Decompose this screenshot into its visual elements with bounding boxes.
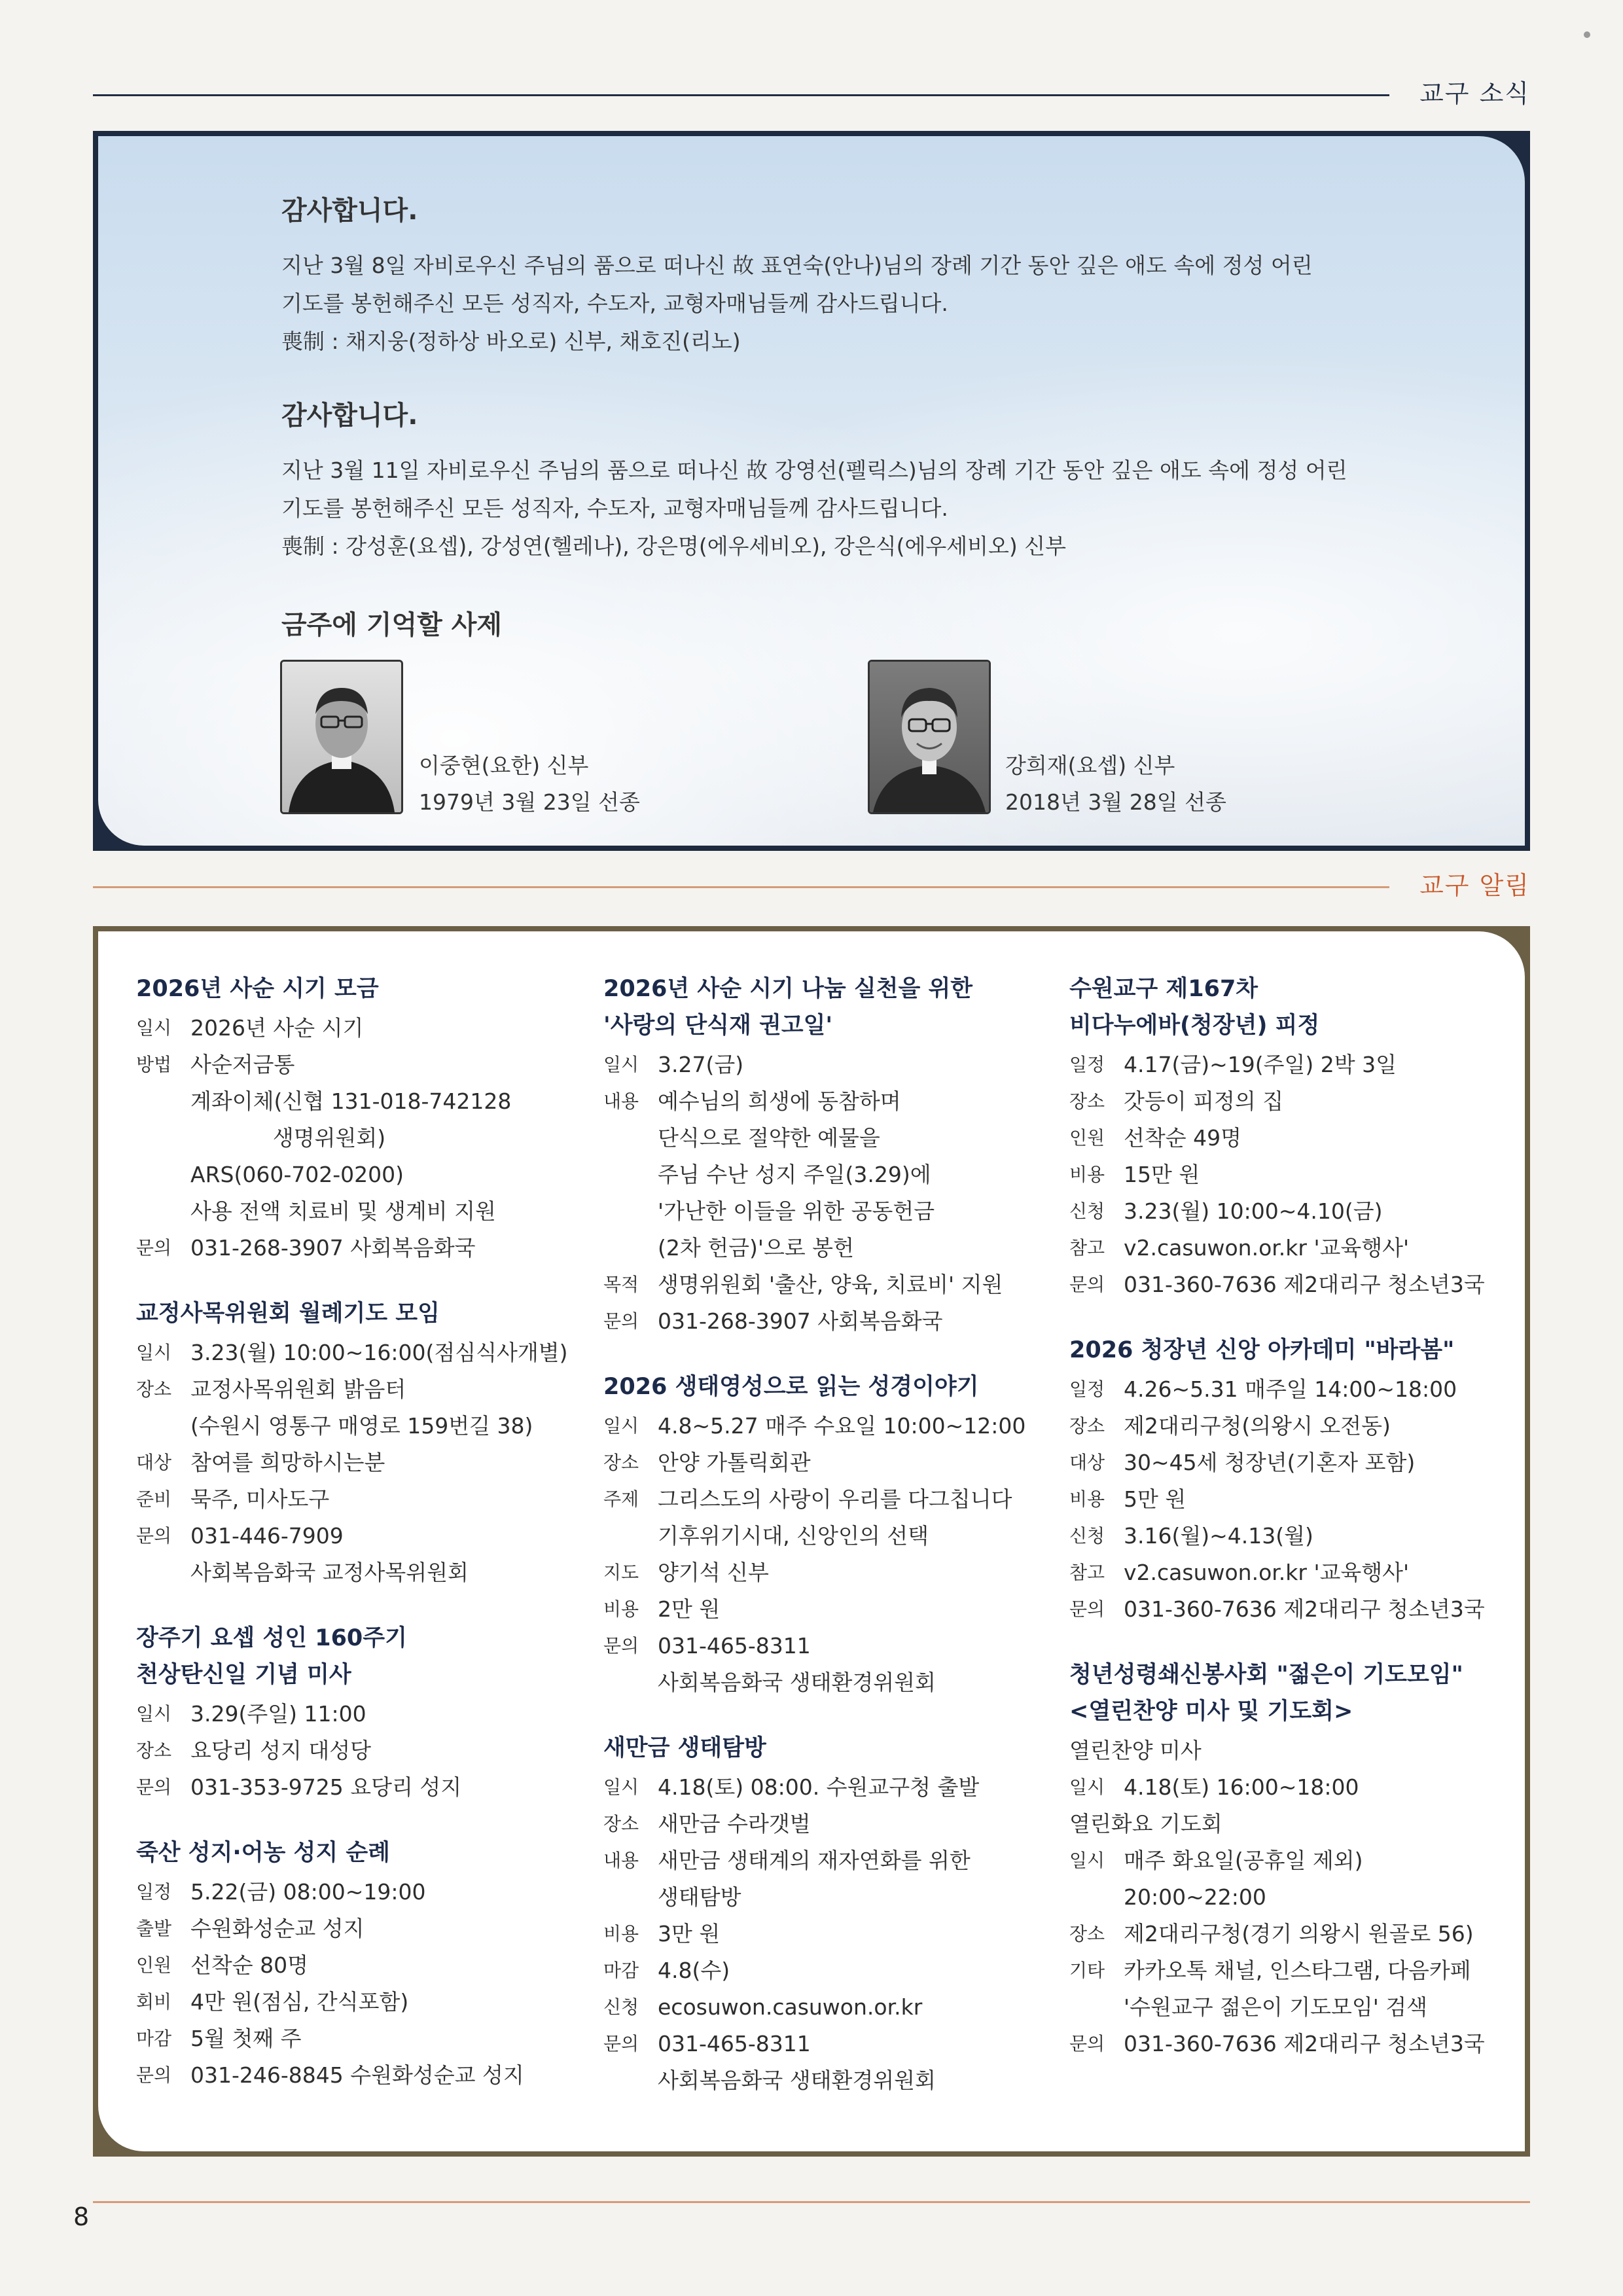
notice-row-key [1069,1989,1124,2026]
notice-row-key: 인원 [1069,1127,1105,1149]
notice-row-value: 031-353-9725 요당리 성지 [190,1774,462,1800]
notice-row-value: 생명위원회 '출산, 양육, 치료비' 지원 [658,1272,1003,1297]
notice-row-value: '가난한 이들을 위한 공동헌금 [658,1198,935,1224]
notice-row-value: 30~45세 청장년(기혼자 포함) [1124,1450,1416,1475]
notice-row-key: 준비 [136,1488,172,1510]
notice-row [1069,1554,1527,1591]
notice-row [603,1408,1061,1444]
priest-name: 강희재(요셉) 신부 [1005,753,1175,778]
notice-row [136,1984,594,2020]
notice-title-line: 청년성령쇄신봉사회 "젊은이 기도모임" [1069,1662,1463,1688]
notice-row [136,1444,594,1481]
notice-row [603,1083,1061,1120]
notice-row-key: 인원 [136,1954,172,1976]
notice-row-value: 참여를 희망하시는분 [190,1450,385,1475]
notice-row-key: 일정 [1069,1378,1105,1400]
notice-row [1069,1842,1527,1879]
notice-row-key: 내용 [603,1850,639,1871]
notice-row-value: 사순저금통 [190,1052,295,1077]
notice-row [1069,1952,1527,1989]
notice-title [1069,1657,1527,1730]
notice-row-key [603,1230,658,1266]
notice-row [603,1842,1061,1879]
notice-title-line: <열린찬양 미사 및 기도회> [1069,1698,1353,1725]
notice-title [1069,1332,1527,1369]
priest-name: 이중현(요한) 신부 [419,753,589,778]
notice-row [603,1518,1061,1554]
notice-row [1069,1157,1527,1193]
notice-row-value: 예수님의 희생에 동참하며 [658,1088,901,1114]
notice-block [136,1295,594,1591]
notice-row [1069,1916,1527,1952]
notice-row [136,1696,594,1732]
notice-row-value: 031-268-3907 사회복음화국 [190,1235,476,1261]
notice-row-key: 장소 [1069,1923,1105,1945]
section-label-notice: 교구 알림 [1419,871,1530,900]
notice-row-key: 신청 [1069,1200,1105,1222]
notice-row-value: 기후위기시대, 신앙인의 선택 [658,1523,929,1549]
notice-row-key [603,1879,658,1916]
notice-row-value: 매주 화요일(공휴일 제외) [1124,1848,1363,1873]
notice-row-value: ecosuwon.casuwon.or.kr [658,1994,923,2020]
notice-column [1069,971,1527,2091]
notice-column [603,971,1061,2128]
notice-row-value: 031-268-3907 사회복음화국 [658,1308,943,1334]
notice-row-key [603,1193,658,1230]
notice-title-line: 2026 청장년 신앙 아카데미 "바라봄" [1069,1337,1455,1363]
notice-row [136,2020,594,2057]
notice-row-value: ARS(060-702-0200) [190,1162,404,1187]
notice-row-value: 3.23(월) 10:00~16:00(점심식사개별) [190,1340,568,1365]
notice-row [603,1047,1061,1083]
notice-block [136,971,594,1266]
notice-row [136,1120,594,1157]
notice-row-key: 대상 [1069,1452,1105,1473]
notice-row-value: 15만 원 [1124,1162,1200,1187]
notice-row-key: 일시 [603,1776,639,1798]
notice-row-value: 2만 원 [658,1596,721,1622]
thanks-2-line: 기도를 봉헌해주신 모든 성직자, 수도자, 교형자매님들께 감사드립니다. [281,495,948,521]
notice-row [1069,1230,1527,1266]
notice-row-key: 문의 [603,1635,639,1657]
notice-row [136,1947,594,1984]
notice-row-value: 단식으로 절약한 예물을 [658,1125,880,1151]
notice-title [136,1835,594,1871]
notice-row-value: 5.22(금) 08:00~19:00 [190,1879,426,1905]
notice-row-key: 주제 [603,1488,639,1510]
notice-row-value: (수원시 영통구 매영로 159번길 38) [190,1413,533,1439]
notice-row [603,1806,1061,1842]
notice-row-value: 사회복음화국 교정사목위원회 [190,1560,469,1585]
notice-row [1069,1047,1527,1083]
notice-row [603,1916,1061,1952]
notice-row-key: 참고 [1069,1562,1105,1583]
notice-row [1069,1518,1527,1554]
notice-row-value: 4.8~5.27 매주 수요일 10:00~12:00 [658,1413,1026,1439]
notice-row-key [136,1554,190,1591]
notice-row-key: 일시 [136,1342,172,1363]
thanks-title-2: 감사합니다. [281,401,418,431]
notice-row-value: 20:00~22:00 [1124,1884,1266,1910]
notice-row-value: 새만금 생태계의 재자연화를 위한 [658,1848,971,1873]
notice-row-key: 비용 [603,1923,639,1945]
notice-row [603,1303,1061,1340]
notice-row-value: 3.23(월) 10:00~4.10(금) [1124,1198,1383,1224]
notice-row-value: 갓등이 피정의 집 [1124,1088,1284,1114]
thanks-1-line: 지난 3월 8일 자비로우신 주님의 품으로 떠나신 故 표연숙(안나)님의 장례 기간 동안 깊은 애도 속에 정성 어린 [281,253,1313,278]
notice-row [1069,1120,1527,1157]
notice-row-key [603,1157,658,1193]
notice-row-key: 지도 [603,1562,639,1583]
notice-block [603,1730,1061,2099]
thanks-title-1: 감사합니다. [281,196,418,226]
memorial-title: 금주에 기억할 사제 [281,610,502,640]
notice-row-key: 문의 [603,1310,639,1332]
notice-title [1069,971,1527,1044]
notice-row [136,1371,594,1408]
notice-row-value: 3.16(월)~4.13(월) [1124,1523,1313,1549]
notice-row-value: 선착순 49명 [1124,1125,1241,1151]
notice-row [1069,1193,1527,1230]
notice-row-value: 안양 가톨릭회관 [658,1450,811,1475]
notice-row [136,1408,594,1444]
notice-row-value: 요당리 성지 대성당 [190,1738,372,1763]
notice-title [603,1369,1061,1405]
notice-row-value: 031-246-8845 수원화성순교 성지 [190,2062,524,2088]
notice-row [603,1769,1061,1806]
footer-rule [93,2201,1530,2203]
section-label-news: 교구 소식 [1419,79,1530,108]
notice-row-value: 묵주, 미사도구 [190,1486,330,1512]
notice-row-key [136,1120,190,1157]
notice-row [603,1554,1061,1591]
notice-title-line: 천상탄신일 기념 미사 [136,1662,351,1688]
notice-panel-inner [98,931,1525,2151]
notice-row-key: 문의 [1069,2033,1105,2054]
notice-row [136,1874,594,1910]
notice-row-key [136,1408,190,1444]
header-rule [93,94,1389,96]
notice-column [136,971,594,2123]
notice-row-key: 문의 [136,1776,172,1798]
notice-row [603,1481,1061,1518]
notice-row [603,2062,1061,2099]
thanks-2-line: 지난 3월 11일 자비로우신 주님의 품으로 떠나신 故 강영선(펠릭스)님의 장례 기간 동안 깊은 애도 속에 정성 어린 [281,457,1347,483]
notice-row-value: 031-360-7636 제2대리구 청소년3국 [1124,1596,1485,1622]
notice-row-value: 5월 첫째 주 [190,2026,302,2051]
priest-death-date: 2018년 3월 28일 선종 [1005,789,1226,815]
notice-title-line: 수원교구 제167차 [1069,976,1258,1002]
notice-row-key: 문의 [136,1237,172,1259]
notice-row [136,1047,594,1083]
notice-row [603,1120,1061,1157]
notice-row-key: 일시 [136,1017,172,1039]
notice-row-value: 수원화성순교 성지 [190,1916,365,1941]
notice-row-value: v2.casuwon.or.kr '교육행사' [1124,1560,1410,1585]
notice-row-value: 생명위원회) [190,1125,386,1151]
notice-row-key: 장소 [1069,1415,1105,1437]
notice-row [1069,1266,1527,1303]
notice-row-key [136,1193,190,1230]
notice-row-value: 2026년 사순 시기 [190,1015,364,1041]
notice-row-value: 5만 원 [1124,1486,1186,1512]
notice-row [1069,1989,1527,2026]
notice-row [603,1230,1061,1266]
notice-title-line: 새만금 생태탐방 [603,1735,766,1761]
thanks-2-mourners: 喪制 : 강성훈(요셉), 강성연(헬레나), 강은명(에우세비오), 강은식(에우세비오) 신부 [281,533,1066,559]
notice-row-value: 제2대리구청(의왕시 오전동) [1124,1413,1391,1439]
notice-title [603,971,1061,1044]
notice-row [603,2026,1061,2062]
section-header-news [93,65,1530,108]
notice-title-line: 죽산 성지·어농 성지 순례 [136,1840,390,1866]
notice-row-value: 새만금 수라갯벌 [658,1811,811,1837]
priest-death-date: 1979년 3월 23일 선종 [419,789,640,815]
notice-title [603,1730,1061,1767]
notice-row [603,1591,1061,1628]
notice-row-key: 비용 [1069,1488,1105,1510]
notice-row-key: 일정 [136,1881,172,1903]
notice-row-key: 일시 [136,1703,172,1725]
notice-row-value: 카카오톡 채널, 인스타그램, 다음카페 [1124,1958,1471,1983]
notice-row [1069,1444,1527,1481]
notice-row [136,1910,594,1947]
notice-row-value: 031-465-8311 [658,1633,811,1659]
notice-row [603,1266,1061,1303]
notice-row [1069,1408,1527,1444]
notice-title-line: 장주기 요셉 성인 160주기 [136,1625,407,1651]
notice-panel [93,926,1530,2157]
notice-row-value: 3.29(주일) 11:00 [190,1701,366,1727]
notice-row [603,1193,1061,1230]
notice-row-value: 4.17(금)~19(주일) 2박 3일 [1124,1052,1397,1077]
notice-row-value: 3만 원 [658,1921,721,1946]
notice-title-line: 2026년 사순 시기 나눔 실천을 위한 [603,976,973,1002]
notice-title-line: 2026 생태영성으로 읽는 성경이야기 [603,1374,979,1400]
notice-row [1069,1591,1527,1628]
notice-row-value: 031-446-7909 [190,1523,344,1549]
notice-row [136,1732,594,1769]
notice-row-key: 장소 [603,1452,639,1473]
notice-title-line: '사랑의 단식재 권고일' [603,1013,833,1039]
notice-row-key: 문의 [1069,1598,1105,1620]
notice-row-key: 마감 [603,1960,639,1981]
notice-row-value: 그리스도의 사랑이 우리를 다그칩니다 [658,1486,1012,1512]
section-header-notice [93,857,1530,900]
notice-row [136,1481,594,1518]
notice-row [603,1157,1061,1193]
notice-row-value: 4만 원(점심, 간식포함) [190,1989,409,2015]
notice-title-line: 교정사목위원회 월례기도 모임 [136,1300,440,1327]
notice-row-value: 생태탐방 [658,1884,741,1910]
notice-row-key: 방법 [136,1054,172,1075]
notice-row-value: 사용 전액 치료비 및 생계비 지원 [190,1198,496,1224]
priest-photo [280,660,403,814]
notice-row-key: 신청 [603,1996,639,2018]
notice-row [1069,1769,1527,1806]
notice-row-key: 비용 [1069,1164,1105,1185]
notice-row-value: 계좌이체(신협 131-018-742128 [190,1088,512,1114]
notice-row [136,1230,594,1266]
notice-row-key: 내용 [603,1090,639,1112]
notice-row [136,1010,594,1047]
news-panel-inner [98,136,1525,846]
notice-row-value: 선착순 80명 [190,1952,308,1978]
corner-mark [1584,31,1590,38]
notice-row-value: 교정사목위원회 밝음터 [190,1376,406,1402]
notice-row-key [603,1518,658,1554]
notice-row-value: 사회복음화국 생태환경위원회 [658,1670,936,1695]
notice-block [1069,971,1527,1303]
notice-block [1069,1332,1527,1628]
notice-row [1069,1879,1527,1916]
notice-row [603,1664,1061,1701]
thanks-1-mourners: 喪制 : 채지웅(정하상 바오로) 신부, 채호진(리노) [281,329,741,354]
notice-row-key: 장소 [136,1740,172,1761]
notice-row-key: 대상 [136,1452,172,1473]
notice-row-key [136,1157,190,1193]
notice-row-key: 장소 [136,1378,172,1400]
notice-row [136,1518,594,1554]
notice-row-value: (2차 헌금)'으로 봉헌 [658,1235,854,1261]
notice-row [136,1083,594,1120]
notice-row-key: 일시 [1069,1776,1105,1798]
notice-row-value: v2.casuwon.or.kr '교육행사' [1124,1235,1410,1261]
notice-row-key [603,1664,658,1701]
notice-block [136,1620,594,1806]
notice-row [136,1335,594,1371]
notice-row-key: 비용 [603,1598,639,1620]
notice-row-key: 출발 [136,1918,172,1939]
notice-block [136,1835,594,2094]
notice-row-key: 참고 [1069,1237,1105,1259]
notice-row-key [603,1120,658,1157]
notice-row [1069,1371,1527,1408]
notice-subheading: 열린찬양 미사 [1069,1738,1202,1763]
notice-row-value: 4.8(수) [658,1958,730,1983]
notice-row [1069,2026,1527,2062]
notice-row [603,1952,1061,1989]
notice-row-key: 신청 [1069,1525,1105,1547]
notice-row [1069,1083,1527,1120]
notice-title [136,971,594,1007]
notice-row-value: 주님 수난 성지 주일(3.29)에 [658,1162,931,1187]
notice-row-key: 일시 [603,1415,639,1437]
notice-row-key: 목적 [603,1274,639,1295]
notice-row [136,1193,594,1230]
notice-row-value: 사회복음화국 생태환경위원회 [658,2068,936,2093]
notice-row [136,1157,594,1193]
notice-row-key: 장소 [603,1813,639,1835]
notice-row-key [603,2062,658,2099]
notice-subheading: 열린화요 기도회 [1069,1811,1222,1837]
notice-block [1069,1657,1527,2062]
notice-row-key: 문의 [1069,1274,1105,1295]
notice-row-value: 4.18(토) 16:00~18:00 [1124,1774,1359,1800]
notice-row-value: 제2대리구청(경기 의왕시 원골로 56) [1124,1921,1474,1946]
priest-photo [868,660,991,814]
notice-row-value: 031-360-7636 제2대리구 청소년3국 [1124,1272,1485,1297]
notice-row-key: 일시 [1069,1850,1105,1871]
thanks-1-line: 기도를 봉헌해주신 모든 성직자, 수도자, 교형자매님들께 감사드립니다. [281,291,948,316]
notice-row-value: 양기석 신부 [658,1560,769,1585]
news-panel [93,131,1530,851]
notice-row-key: 일정 [1069,1054,1105,1075]
notice-block [603,1369,1061,1701]
notice-row-key [136,1083,190,1120]
notice-row-key: 문의 [603,2033,639,2054]
notice-title [136,1295,594,1332]
notice-row [603,1628,1061,1664]
notice-row-key: 장소 [1069,1090,1105,1112]
notice-title [136,1620,594,1693]
notice-title-line: 2026년 사순 시기 모금 [136,976,379,1002]
notice-row-key: 일시 [603,1054,639,1075]
notice-row-key: 회비 [136,1991,172,2013]
header-rule [93,886,1389,888]
notice-row-key: 기타 [1069,1960,1105,1981]
notice-row-value: 3.27(금) [658,1052,744,1077]
notice-row-value: 031-465-8311 [658,2031,811,2056]
notice-row-value: 4.18(토) 08:00. 수원교구청 출발 [658,1774,980,1800]
notice-row [1069,1481,1527,1518]
notice-row [603,1989,1061,2026]
notice-row-key: 문의 [136,2064,172,2086]
notice-row [603,1879,1061,1916]
notice-row-value: 4.26~5.31 매주일 14:00~18:00 [1124,1376,1457,1402]
notice-row-value: '수원교구 젊은이 기도모임' 검색 [1124,1994,1428,2020]
notice-title-line: 비다누에바(청장년) 피정 [1069,1013,1320,1039]
notice-row [603,1444,1061,1481]
notice-row-value: 031-360-7636 제2대리구 청소년3국 [1124,2031,1485,2056]
notice-row-key [1069,1879,1124,1916]
notice-row-key: 마감 [136,2028,172,2049]
notice-row [136,1769,594,1806]
notice-row-key: 문의 [136,1525,172,1547]
notice-row [136,2057,594,2094]
notice-row [136,1554,594,1591]
notice-block [603,971,1061,1340]
page-number: 8 [73,2202,90,2231]
